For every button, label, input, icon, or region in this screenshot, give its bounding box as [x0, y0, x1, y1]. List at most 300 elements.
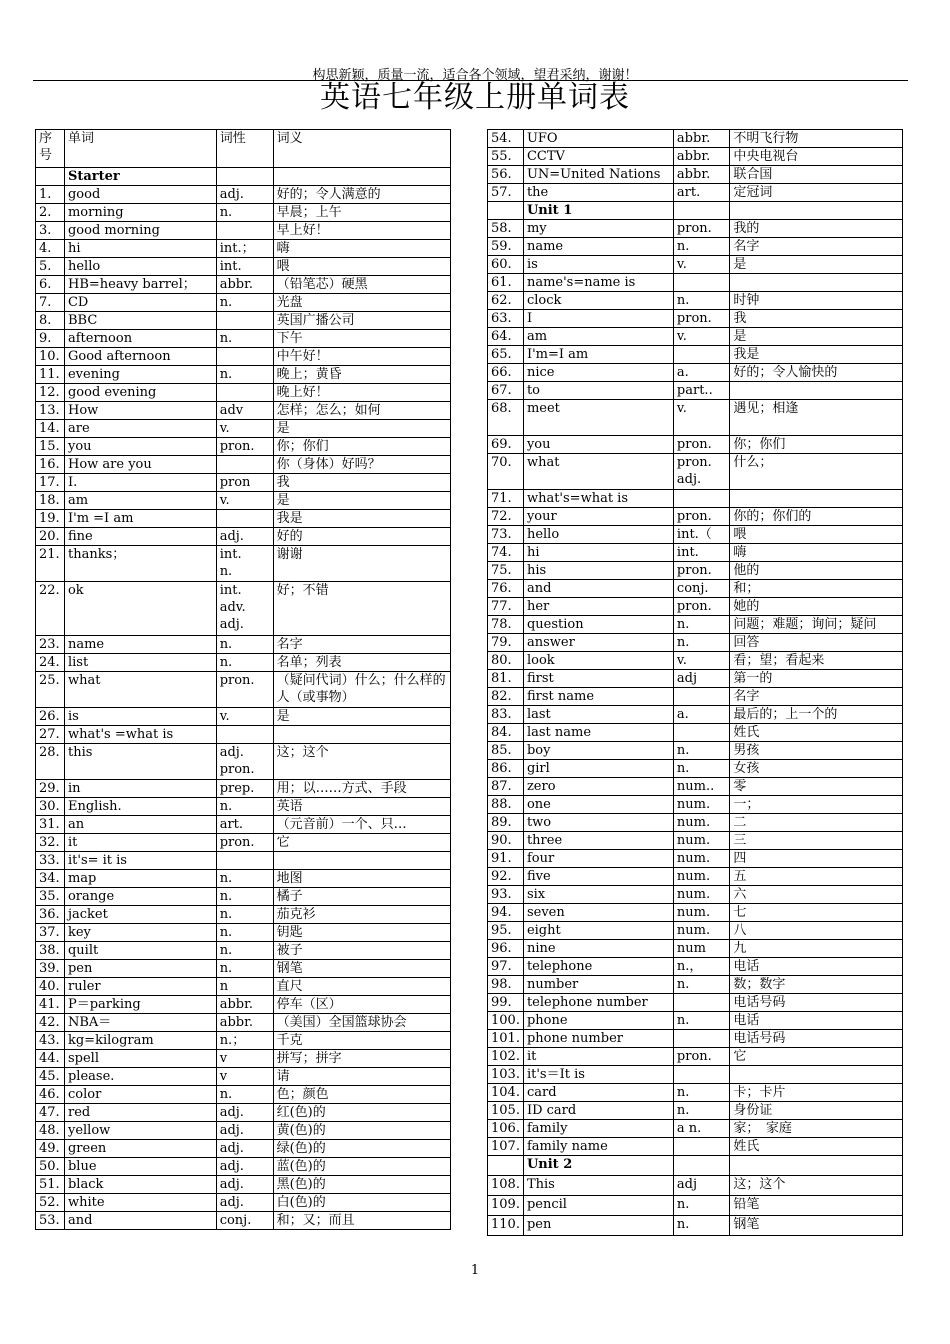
row-index: 49.: [36, 1140, 65, 1158]
row-pos: adj.: [216, 1194, 273, 1212]
table-row: [488, 130, 903, 148]
row-pos: conj.: [216, 1212, 273, 1230]
row-index: 89.: [488, 814, 524, 832]
row-index: 97.: [488, 958, 524, 976]
row-meaning: 女孩: [730, 760, 903, 778]
row-word: English.: [64, 798, 216, 816]
row-meaning: 数；数字: [730, 976, 903, 994]
table-row: [36, 528, 451, 546]
row-index: 61.: [488, 274, 524, 292]
row-meaning: 铅笔: [730, 1196, 903, 1216]
row-meaning: 联合国: [730, 166, 903, 184]
table-row: [36, 708, 451, 726]
table-row: [488, 238, 903, 256]
row-word: good morning: [64, 222, 216, 240]
table-row: [36, 474, 451, 492]
row-meaning: 时钟: [730, 292, 903, 310]
row-word: Good afternoon: [64, 348, 216, 366]
row-word: hello: [523, 526, 673, 544]
row-meaning: 名字: [273, 636, 450, 654]
table-row: [36, 654, 451, 672]
table-row: [36, 204, 451, 222]
row-meaning: （疑问代词）什么；什么样的人（或事物）: [273, 672, 450, 708]
row-index: 44.: [36, 1050, 65, 1068]
row-pos: [216, 510, 273, 528]
row-pos: pron.: [673, 508, 730, 526]
row-index: 41.: [36, 996, 65, 1014]
table-row: [36, 1086, 451, 1104]
row-word: and: [64, 1212, 216, 1230]
table-row: [36, 744, 451, 780]
row-index: 84.: [488, 724, 524, 742]
row-meaning: 电话号码: [730, 994, 903, 1012]
row-word: boy: [523, 742, 673, 760]
row-meaning: 最后的；上一个的: [730, 706, 903, 724]
row-meaning: 八: [730, 922, 903, 940]
row-word: family: [523, 1120, 673, 1138]
row-index: 7.: [36, 294, 65, 312]
row-pos: v: [216, 1068, 273, 1086]
row-pos: adj: [673, 670, 730, 688]
row-pos: [216, 456, 273, 474]
row-word: phone number: [523, 1030, 673, 1048]
row-index: 73.: [488, 526, 524, 544]
row-meaning: 你的；你们的: [730, 508, 903, 526]
table-row: [36, 1212, 451, 1230]
table-row: [36, 672, 451, 708]
unit-heading-row: [488, 202, 903, 220]
row-meaning: 这；这个: [273, 744, 450, 780]
table-row: [488, 400, 903, 436]
table-row: [488, 346, 903, 364]
row-word: This: [523, 1176, 673, 1196]
row-pos: pron.: [673, 310, 730, 328]
row-meaning: 家； 家庭: [730, 1120, 903, 1138]
row-index: 24.: [36, 654, 65, 672]
row-word: nice: [523, 364, 673, 382]
table-row: [488, 742, 903, 760]
table-row: [488, 580, 903, 598]
row-index: 80.: [488, 652, 524, 670]
row-word: eight: [523, 922, 673, 940]
row-index: 71.: [488, 490, 524, 508]
row-meaning: 一；: [730, 796, 903, 814]
row-index: 6.: [36, 276, 65, 294]
row-word: green: [64, 1140, 216, 1158]
row-index: 94.: [488, 904, 524, 922]
row-index: 78.: [488, 616, 524, 634]
row-index: 45.: [36, 1068, 65, 1086]
row-meaning: 电话: [730, 958, 903, 976]
row-meaning: 喂: [730, 526, 903, 544]
row-meaning: 是: [273, 708, 450, 726]
row-index: 100.: [488, 1012, 524, 1030]
table-row: [488, 1030, 903, 1048]
row-word: last: [523, 706, 673, 724]
row-pos: int. n.: [216, 546, 273, 582]
row-word: seven: [523, 904, 673, 922]
row-word: you: [523, 436, 673, 454]
row-meaning: 遇见；相逢: [730, 400, 903, 436]
row-pos: int.（: [673, 526, 730, 544]
row-meaning: 好的；令人愉快的: [730, 364, 903, 382]
row-pos: n.: [673, 292, 730, 310]
row-meaning: 好的；令人满意的: [273, 186, 450, 204]
row-index: 51.: [36, 1176, 65, 1194]
row-word: hi: [64, 240, 216, 258]
row-pos: pron.: [673, 1048, 730, 1066]
row-word: what: [64, 672, 216, 708]
row-index: 34.: [36, 870, 65, 888]
row-word: How: [64, 402, 216, 420]
row-index: 104.: [488, 1084, 524, 1102]
row-word: it's= it is: [64, 852, 216, 870]
header-index: 序号: [36, 130, 65, 168]
row-meaning: 黄(色)的: [273, 1122, 450, 1140]
row-pos: n.: [673, 976, 730, 994]
table-row: [488, 382, 903, 400]
row-word: her: [523, 598, 673, 616]
row-index: 50.: [36, 1158, 65, 1176]
table-row: [488, 1012, 903, 1030]
row-index: 55.: [488, 148, 524, 166]
row-meaning: 拼写；拼字: [273, 1050, 450, 1068]
row-word: black: [64, 1176, 216, 1194]
row-pos: int.；: [216, 240, 273, 258]
row-word: one: [523, 796, 673, 814]
table-row: [36, 402, 451, 420]
table-row: [36, 186, 451, 204]
row-word: good evening: [64, 384, 216, 402]
row-meaning: 中午好！: [273, 348, 450, 366]
row-pos: num.: [673, 850, 730, 868]
row-pos: num.: [673, 832, 730, 850]
row-meaning: 你；你们: [730, 436, 903, 454]
row-index: 2.: [36, 204, 65, 222]
row-meaning: 我的: [730, 220, 903, 238]
row-index: 108.: [488, 1176, 524, 1196]
table-row: [36, 312, 451, 330]
unit-heading-row: [488, 1156, 903, 1176]
row-meaning: 四: [730, 850, 903, 868]
table-row: [488, 364, 903, 382]
table-row: [36, 942, 451, 960]
row-pos: n.: [673, 616, 730, 634]
table-row: [488, 1120, 903, 1138]
row-meaning: 晚上；黄昏: [273, 366, 450, 384]
row-index: 15.: [36, 438, 65, 456]
table-row: [488, 1048, 903, 1066]
row-pos: n.: [673, 1102, 730, 1120]
row-pos: [673, 688, 730, 706]
row-meaning: 卡；卡片: [730, 1084, 903, 1102]
row-word: girl: [523, 760, 673, 778]
table-row: [488, 886, 903, 904]
row-word: spell: [64, 1050, 216, 1068]
row-meaning: 回答: [730, 634, 903, 652]
table-row: [488, 166, 903, 184]
row-meaning: 钢笔: [273, 960, 450, 978]
row-index: 32.: [36, 834, 65, 852]
row-index: 53.: [36, 1212, 65, 1230]
row-index: 8.: [36, 312, 65, 330]
row-pos: pron.: [673, 220, 730, 238]
row-word: kg=kilogram: [64, 1032, 216, 1050]
table-row: [36, 1140, 451, 1158]
row-meaning: 英语: [273, 798, 450, 816]
row-pos: n.: [216, 798, 273, 816]
row-meaning: 名字: [730, 688, 903, 706]
table-row: [36, 330, 451, 348]
row-meaning: 钥匙: [273, 924, 450, 942]
table-row: [36, 960, 451, 978]
table-row: [36, 1122, 451, 1140]
row-pos: pron.: [216, 438, 273, 456]
table-row: [36, 1194, 451, 1212]
row-word: phone: [523, 1012, 673, 1030]
row-index: 87.: [488, 778, 524, 796]
row-pos: n.: [216, 294, 273, 312]
row-word: red: [64, 1104, 216, 1122]
table-row: [488, 904, 903, 922]
row-index: 102.: [488, 1048, 524, 1066]
row-meaning: 她的: [730, 598, 903, 616]
row-index: 3.: [36, 222, 65, 240]
row-meaning: 蓝(色)的: [273, 1158, 450, 1176]
row-meaning: 二: [730, 814, 903, 832]
row-meaning: 被子: [273, 942, 450, 960]
row-meaning: 中央电视台: [730, 148, 903, 166]
row-pos: n.: [673, 742, 730, 760]
table-row: [488, 652, 903, 670]
row-word: map: [64, 870, 216, 888]
row-index: 76.: [488, 580, 524, 598]
row-word: three: [523, 832, 673, 850]
row-pos: n.: [216, 870, 273, 888]
row-pos: a.: [673, 364, 730, 382]
row-index: 25.: [36, 672, 65, 708]
row-meaning: （元音前）一个、只…: [273, 816, 450, 834]
row-meaning: 用；以……方式、手段: [273, 780, 450, 798]
row-pos: abbr.: [673, 166, 730, 184]
table-row: [36, 1068, 451, 1086]
table-row: [36, 1104, 451, 1122]
row-pos: num.: [673, 886, 730, 904]
row-index: 106.: [488, 1120, 524, 1138]
table-row: [36, 636, 451, 654]
table-row: [488, 1216, 903, 1236]
header-pos: 词性: [216, 130, 273, 168]
vocab-table-left: [35, 129, 451, 1230]
row-meaning: 千克: [273, 1032, 450, 1050]
row-index: 19.: [36, 510, 65, 528]
row-index: 60.: [488, 256, 524, 274]
table-row: [36, 996, 451, 1014]
unit-heading-row: [36, 168, 451, 186]
row-index: 107.: [488, 1138, 524, 1156]
row-index: 109.: [488, 1196, 524, 1216]
header-meaning: 词义: [273, 130, 450, 168]
row-word: thanks；: [64, 546, 216, 582]
row-index: 69.: [488, 436, 524, 454]
row-pos: n.: [216, 654, 273, 672]
row-meaning: 七: [730, 904, 903, 922]
table-row: [36, 870, 451, 888]
row-pos: n.: [216, 636, 273, 654]
row-pos: [216, 852, 273, 870]
row-pos: n.: [216, 1086, 273, 1104]
table-row: [36, 456, 451, 474]
row-pos: pron.: [673, 436, 730, 454]
table-row: [36, 798, 451, 816]
row-pos: [673, 490, 730, 508]
row-pos: n.: [216, 888, 273, 906]
row-meaning: 是: [730, 328, 903, 346]
row-index: 26.: [36, 708, 65, 726]
row-meaning: 姓氏: [730, 724, 903, 742]
table-row: [36, 924, 451, 942]
row-pos: adj.: [216, 528, 273, 546]
row-meaning: （美国）全国篮球协会: [273, 1014, 450, 1032]
row-meaning: 身份证: [730, 1102, 903, 1120]
row-pos: adj.: [216, 1176, 273, 1194]
row-index: 95.: [488, 922, 524, 940]
row-meaning: [273, 852, 450, 870]
table-row: [36, 366, 451, 384]
table-row: [36, 582, 451, 636]
row-word: are: [64, 420, 216, 438]
row-pos: [673, 1030, 730, 1048]
row-pos: v.: [216, 492, 273, 510]
table-row: [488, 544, 903, 562]
row-word: card: [523, 1084, 673, 1102]
row-pos: abbr.: [216, 276, 273, 294]
row-meaning: （铅笔芯）硬黑: [273, 276, 450, 294]
row-index: 42.: [36, 1014, 65, 1032]
table-row: [36, 1032, 451, 1050]
row-index: 20.: [36, 528, 65, 546]
row-word: am: [64, 492, 216, 510]
row-index: 39.: [36, 960, 65, 978]
table-row: [36, 348, 451, 366]
row-index: 103.: [488, 1066, 524, 1084]
row-meaning: 定冠词: [730, 184, 903, 202]
row-index: 31.: [36, 816, 65, 834]
row-word: afternoon: [64, 330, 216, 348]
row-index: 79.: [488, 634, 524, 652]
table-row: [488, 328, 903, 346]
row-index: 72.: [488, 508, 524, 526]
row-pos: prep.: [216, 780, 273, 798]
table-row: [488, 274, 903, 292]
row-meaning: 好的: [273, 528, 450, 546]
row-index: 74.: [488, 544, 524, 562]
row-meaning: 是: [730, 256, 903, 274]
table-row: [488, 778, 903, 796]
row-index: 48.: [36, 1122, 65, 1140]
row-pos: n.: [673, 760, 730, 778]
page-title: 英语七年级上册单词表: [320, 80, 630, 115]
row-word: I'm =I am: [64, 510, 216, 528]
row-word: am: [523, 328, 673, 346]
row-pos: pron: [216, 474, 273, 492]
row-meaning: 六: [730, 886, 903, 904]
row-meaning: 名字: [730, 238, 903, 256]
row-index: 23.: [36, 636, 65, 654]
row-word: four: [523, 850, 673, 868]
row-meaning: 喂: [273, 258, 450, 276]
row-index: 35.: [36, 888, 65, 906]
row-pos: v.: [673, 328, 730, 346]
row-index: 56.: [488, 166, 524, 184]
table-row: [488, 508, 903, 526]
row-meaning: 和；又；而且: [273, 1212, 450, 1230]
row-index: 92.: [488, 868, 524, 886]
row-meaning: [730, 1156, 903, 1176]
row-meaning: 你；你们: [273, 438, 450, 456]
row-index: 66.: [488, 364, 524, 382]
row-pos: pron. adj.: [673, 454, 730, 490]
row-word: zero: [523, 778, 673, 796]
table-row: [36, 1014, 451, 1032]
row-word: your: [523, 508, 673, 526]
row-pos: adv: [216, 402, 273, 420]
row-word: How are you: [64, 456, 216, 474]
row-word: NBA＝: [64, 1014, 216, 1032]
row-meaning: 怎样；怎么；如何: [273, 402, 450, 420]
row-pos: int.: [216, 258, 273, 276]
row-index: 58.: [488, 220, 524, 238]
row-index: 90.: [488, 832, 524, 850]
row-pos: n.: [216, 942, 273, 960]
table-row: [36, 906, 451, 924]
row-word: is: [523, 256, 673, 274]
row-word: what's=what is: [523, 490, 673, 508]
table-row: [488, 976, 903, 994]
row-word: please.: [64, 1068, 216, 1086]
row-pos: pron.: [216, 672, 273, 708]
table-row: [488, 670, 903, 688]
row-meaning: 红(色)的: [273, 1104, 450, 1122]
row-meaning: 五: [730, 868, 903, 886]
table-row: [36, 420, 451, 438]
table-row: [488, 958, 903, 976]
table-row: [488, 634, 903, 652]
table-row: [488, 184, 903, 202]
row-word: family name: [523, 1138, 673, 1156]
row-index: 29.: [36, 780, 65, 798]
table-row: [488, 760, 903, 778]
row-pos: [216, 222, 273, 240]
row-meaning: 电话号码: [730, 1030, 903, 1048]
row-index: 98.: [488, 976, 524, 994]
row-meaning: 我: [730, 310, 903, 328]
row-index: [488, 202, 524, 220]
row-index: 54.: [488, 130, 524, 148]
row-pos: n.: [216, 366, 273, 384]
row-word: Starter: [64, 168, 216, 186]
row-meaning: 好；不错: [273, 582, 450, 636]
row-meaning: 什么；: [730, 454, 903, 490]
row-pos: adj. pron.: [216, 744, 273, 780]
row-index: 40.: [36, 978, 65, 996]
row-word: last name: [523, 724, 673, 742]
row-meaning: [273, 168, 450, 186]
row-index: 37.: [36, 924, 65, 942]
table-row: [488, 814, 903, 832]
row-meaning: 直尺: [273, 978, 450, 996]
table-row: [488, 706, 903, 724]
